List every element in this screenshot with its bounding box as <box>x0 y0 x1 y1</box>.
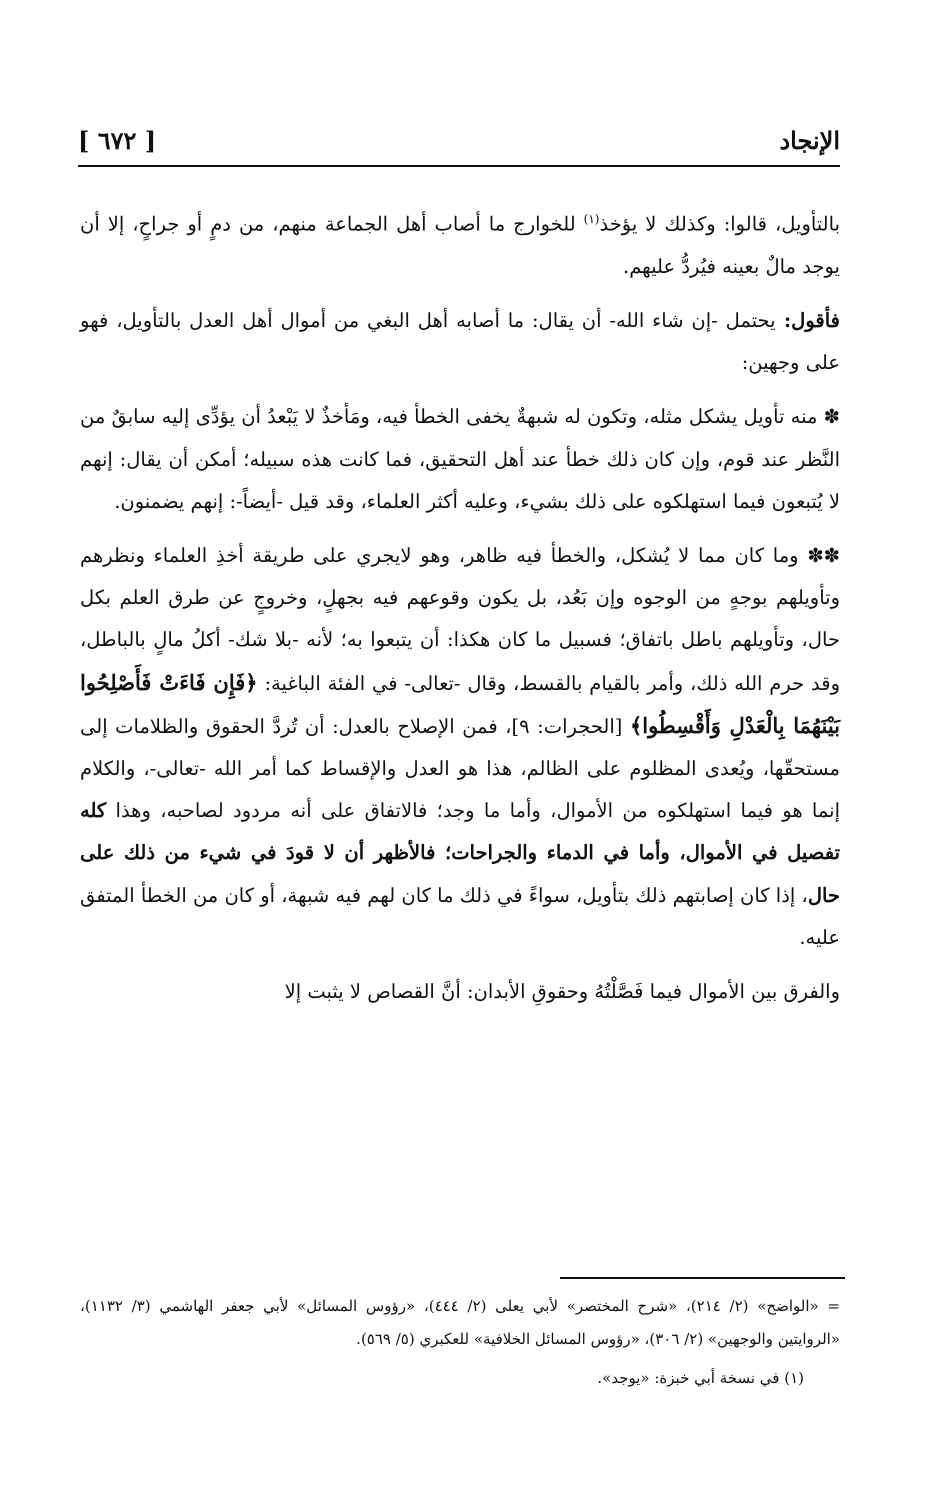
footnote-divider <box>560 1277 845 1279</box>
paragraph-1-rest: للخوارج ما أصاب أهل الجماعة منهم، من دمٍ أو جراحٍ، إلا أن يوجد مالٌ بعينه فيُردُّ عليهم. <box>80 212 840 278</box>
page-number: [ ٦٧٢ ] <box>78 126 157 155</box>
footnote-1: (١) في نسخة أبي خبزة: «يوجد». <box>597 1369 804 1387</box>
footnotes <box>80 1290 840 1401</box>
running-title: الإنجاد <box>779 126 840 155</box>
paragraph-2-lead: فأقول: <box>775 308 840 332</box>
paragraph-3: ✽ منه تأويل يشكل مثله، وتكون له شبهةٌ يخفى الخطأ فيه، ومَأخذٌ لا يَبْعدُ أن يؤدِّى إليه سابقٌ من النَّظر عند قوم، وإن كان ذلك خطأ عند أهل التحقيق، فما كانت هذه سبيله؛ أمكن أن يقال: إنهم لا يُتبعون فيما استهلكوه على ذلك بشيء، وعليه أكثر العلماء، وقد قيل -أيضاً-: إنهم يضمنون. <box>80 405 840 513</box>
paragraph-2-text: يحتمل -إن شاء الله- أن يقال: ما أصابه أهل البغي من أموال أهل العدل بالتأويل، فهو على وجهين: <box>80 308 840 375</box>
paragraph-4 <box>80 535 840 959</box>
paragraph-1 <box>80 198 840 288</box>
paragraph-4-text-a: ✽✽ وما كان مما لا يُشكل، والخطأ فيه ظاهر، وهو لايجري على طريقة أخذِ العلماء ونظرهم وتأويلهم بوجهٍ من الوجوه وإن بَعُد، بل يكون وقوعهم فيه بجهلٍ، وخروجٍ عن طرق العلم بكل حال، وتأويلهم باطل باتفاق؛ فسبيل ما كان هكذا: أن يتبعوا به؛ لأنه -بلا شك- أكلُ مالٍ بالباطل، وقد حرم الله ذلك، وأمر بالقيام بالقسط، وقال -تعالى- في الفئة الباغية: <box>80 543 841 695</box>
footnote-continuation: = «الواضح» (٢/ ٢١٤)، «شرح المختصر» لأبي يعلى (٢/ ٤٤٤)، «رؤوس المسائل» لأبي جعفر الهاشمي (٣/ ١١٣٢)، «الروايتين والوجهين» (٢/ ٣٠٦)، «رؤوس المسائل الخلافية» للعكبري (٥/ ٥٦٩). <box>80 1297 840 1348</box>
paragraph-4-text-c: ، إذا كان إصابتهم ذلك بتأويل، سواءً في ذلك ما كان لهم فيه شبهة، أو كان من الخطأ المتفق عليه. <box>80 883 840 949</box>
paragraph-5: والفرق بين الأموال فيما فَصَّلْتُهُ وحقوقِ الأبدان: أنَّ القصاص لا يثبت إلا <box>284 979 840 1003</box>
page-header <box>78 126 840 162</box>
quran-verse: ﴿فَإِن فَاءَتْ فَأَصْلِحُوا بَيْنَهُمَا بِالْعَدْلِ وَأَقْسِطُوا﴾ <box>80 669 841 738</box>
paragraph-4-bold: كله تفصيل في الأموال، وأما في الدماء والجراحات؛ فالأظهر أن لا قودَ في شيء من ذلك على حال <box>80 799 840 907</box>
main-text <box>80 198 840 1025</box>
paragraph-2 <box>80 300 840 384</box>
footnote-ref-1: (١) <box>583 212 600 226</box>
header-divider <box>78 165 840 167</box>
paragraph-1-text: بالتأويل، قالوا: وكذلك لا يؤخذ <box>599 212 840 236</box>
paragraph-4-text-b: [الحجرات: ٩]، فمن الإصلاح بالعدل: أن تُردَّ الحقوق والظلامات إلى مستحقّها، ويُعدى المظلوم على الظالم، هذا هو العدل والإقساط كما أمر الله -تعالى-، والكلام إنما هو فيما استهلكوه من الأموال، وأما ما وجد؛ فالاتفاق على أنه مردود لصاحبه، وهذا <box>80 714 840 823</box>
